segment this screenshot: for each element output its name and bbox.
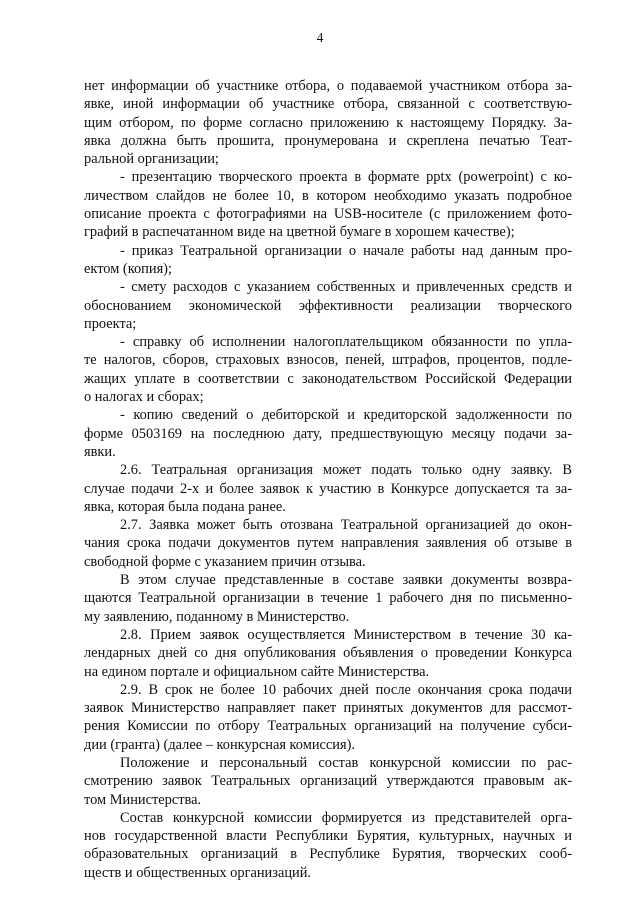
text-line: жащих уплате в соответствии с законодательством Российской Федерации [84, 370, 572, 387]
text-line: щим отбором, по форме согласно приложению к настоящему Порядку. За- [84, 114, 572, 131]
text-line: лендарных дней со дня опубликования объявления о проведении Конкурса [84, 645, 572, 662]
text-line: случае подачи 2-х и более заявок к участию в Конкурсе допускается та за- [84, 480, 572, 497]
text-line: нет информации об участнике отбора, о подаваемой участником отбора за- [84, 78, 572, 94]
text-line: графий в распечатанном виде на цветной бумаге в хорошем качестве); [84, 224, 515, 241]
text-line: проекта; [84, 315, 137, 332]
text-line: личеством слайдов не более 10, в котором необходимо указать подробное [84, 187, 572, 204]
text-line: му заявлению, поданному в Министерство. [84, 608, 350, 625]
text-line: щаются Театральной организации в течение 1 рабочего дня по письменно- [84, 590, 572, 607]
text-line: - смету расходов с указанием собственных и привлеченных средств и [120, 279, 572, 296]
text-line: явки. [84, 443, 116, 460]
text-line: - презентацию творческого проекта в формате pptx (powerpoint) с ко- [120, 169, 572, 186]
page-number: 4 [316, 30, 324, 45]
text-line: - копию сведений о дебиторской и кредиторской задолженности по [120, 407, 572, 424]
text-line: описание проекта с фотографиями на USB-носителе (с приложением фото- [84, 206, 572, 223]
text-line: - приказ Театральной организации о начале работы над данным про- [120, 242, 572, 259]
text-line: 2.8. Прием заявок осуществляется Министерством в течение 30 ка- [120, 626, 572, 643]
text-line: Положение и персональный состав конкурсной комиссии по рас- [120, 754, 572, 771]
text-line: на едином портале и официальном сайте Министерства. [84, 663, 430, 680]
text-line: В этом случае представленные в составе заявки документы возвра- [120, 572, 572, 589]
document-body [84, 77, 572, 882]
text-line: явка, которая была подана ранее. [84, 498, 286, 515]
text-line: явке, иной информации об участнике отбора, связанной с соответствую- [84, 96, 572, 113]
text-line: образовательных организаций в Республике Бурятия, творческих сооб- [84, 846, 572, 863]
text-line: 2.6. Театральная организация может подать только одну заявку. В [120, 462, 572, 479]
text-line: о налогах и сборах; [84, 389, 204, 406]
text-line: дии (гранта) (далее – конкурсная комиссия). [84, 736, 356, 753]
text-line: Состав конкурсной комиссии формируется из представителей орга- [120, 809, 572, 826]
text-line: заявок Министерство направляет пакет принятых документов для рассмот- [84, 700, 572, 717]
text-line: свободной форме с указанием причин отзыва. [84, 553, 366, 570]
text-line: чания срока подачи документов путем направления заявления об отзыве в [84, 535, 572, 552]
text-line: нов государственной власти Республики Бурятия, культурных, научных и [84, 828, 572, 845]
text-line: явка должна быть прошита, пронумерована и скреплена печатью Теат- [84, 132, 572, 149]
text-line: ектом (копия); [84, 260, 172, 277]
text-line: рения Комиссии по отбору Театральных организаций на получение субси- [84, 718, 572, 735]
text-line: форме 0503169 на последнюю дату, предшествующую месяцу подачи за- [84, 425, 572, 442]
text-line: 2.9. В срок не более 10 рабочих дней после окончания срока подачи [120, 681, 572, 698]
text-line: - справку об исполнении налогоплательщиком обязанности по упла- [120, 334, 572, 351]
text-line: 2.7. Заявка может быть отозвана Театральной организацией до окон- [120, 517, 572, 534]
text-line: ществ и общественных организаций. [84, 864, 312, 881]
text-line: том Министерства. [84, 791, 202, 808]
text-line: обоснованием экономической эффективности реализации творческого [84, 297, 572, 314]
text-line: те налогов, сборов, страховых взносов, пеней, штрафов, процентов, подле- [84, 352, 572, 369]
text-line: смотрению заявок Театральных организаций утверждаются правовым ак- [84, 773, 572, 790]
text-line: ральной организации; [84, 151, 219, 168]
